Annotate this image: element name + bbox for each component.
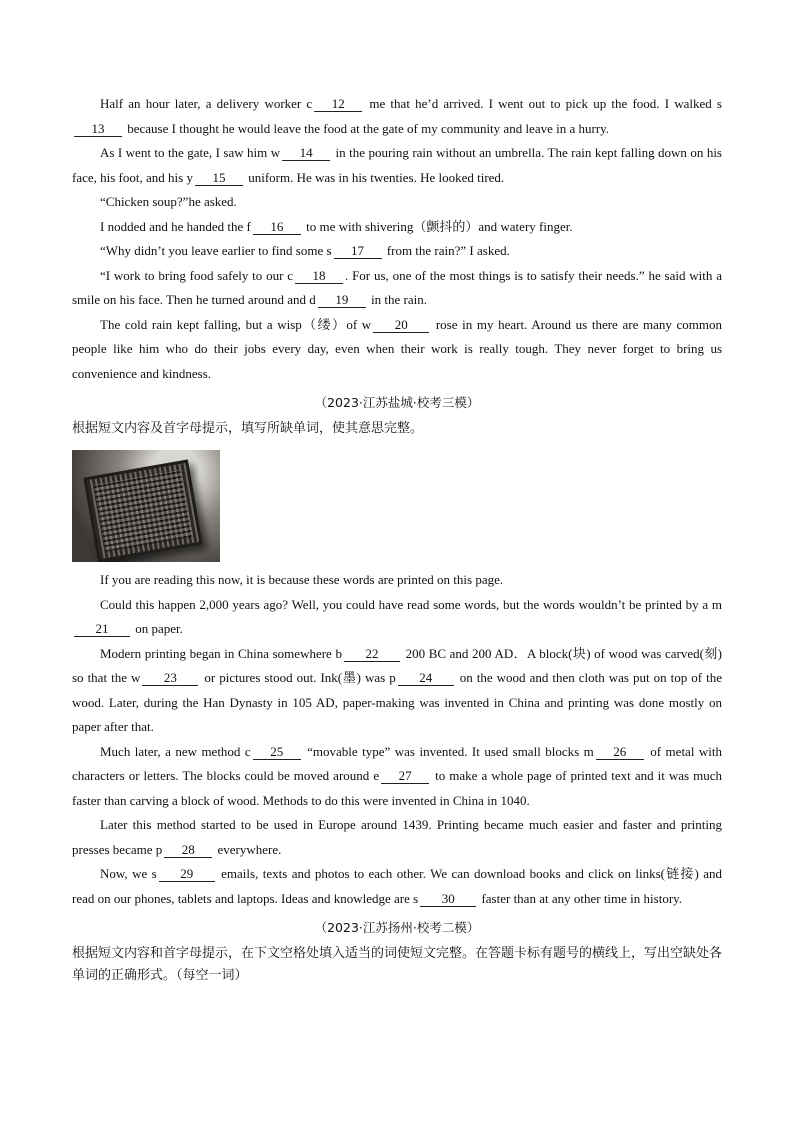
answer-blank-20[interactable]: 20 xyxy=(373,317,429,333)
paragraph: Now, we s 29 emails, texts and photos to each other. We can download books and click on links(链接) and read on our phones, tablets and laptops. Ideas and knowledge are s 30 faster than at any other time in history. xyxy=(72,866,722,906)
answer-blank-30[interactable]: 30 xyxy=(420,891,476,907)
paragraph: The cold rain kept falling, but a wisp（缕）of w 20 rose in my heart. Around us there are many common people like him who do their jobs every day, even when their work is really tough. They never forget to bring us convenience and kindness. xyxy=(72,316,722,381)
printing-block-photo xyxy=(72,450,220,562)
paragraph: “I work to bring food safely to our c 18 . For us, one of the most things is to satisfy their needs.” he said with a smile on his face. Then he turned around and d 19 in the rain. xyxy=(72,267,722,307)
paragraph: If you are reading this now, it is because these words are printed on this page. xyxy=(100,572,504,587)
answer-blank-16[interactable]: 16 xyxy=(253,219,301,235)
document-page xyxy=(72,92,722,987)
answer-blank-12[interactable]: 12 xyxy=(314,96,362,112)
answer-blank-18[interactable]: 18 xyxy=(295,268,343,284)
answer-blank-15[interactable]: 15 xyxy=(195,170,243,186)
passage-2 xyxy=(72,568,722,911)
paragraph: Half an hour later, a delivery worker c 12 me that he’d arrived. I went out to pick up the food. I walked s13 because I thought he would leave the food at the gate of my community and leave in a hurry. xyxy=(72,92,722,141)
paragraph: “Why didn’t you leave earlier to find some s 17 from the rain?” I asked. xyxy=(100,243,510,258)
answer-blank-17[interactable]: 17 xyxy=(334,243,382,259)
answer-blank-13[interactable]: 13 xyxy=(74,121,122,137)
question-instructions: 根据短文内容和首字母提示，在下文空格处填入适当的词使短文完整。在答题卡标有题号的横线上，写出空缺处各单词的正确形式。（每空一词） xyxy=(72,946,723,983)
answer-blank-19[interactable]: 19 xyxy=(318,292,366,308)
paragraph: “Chicken soup?”he asked. xyxy=(100,194,237,209)
answer-blank-25[interactable]: 25 xyxy=(253,744,301,760)
question-source: （2023·江苏扬州·校考二模） xyxy=(314,920,480,935)
paragraph: I nodded and he handed the f 16 to me with shivering（颤抖的）and watery finger. xyxy=(100,218,573,234)
answer-blank-22[interactable]: 22 xyxy=(344,646,400,662)
answer-blank-28[interactable]: 28 xyxy=(164,842,212,858)
answer-blank-21[interactable]: 21 xyxy=(74,621,130,637)
paragraph: Later this method started to be used in Europe around 1439. Printing became much easier and faster and printing presses became p 28 everywhere. xyxy=(72,817,722,857)
answer-blank-14[interactable]: 14 xyxy=(282,145,330,161)
paragraph: As I went to the gate, I saw him w 14 in the pouring rain without an umbrella. The rain kept falling down on his face, his foot, and his y 15 uniform. He was in his twenties. He looked tired. xyxy=(72,145,722,185)
paragraph: Much later, a new method c 25 “movable type” was invented. It used small blocks m 26 of metal with characters or letters. The blocks could be moved around e 27 to make a whole page of printed text and it was much faster than carving a block of wood. Methods to do this were invented in China in 1040. xyxy=(72,743,723,808)
paragraph: Modern printing began in China somewhere b 22 200 BC and 200 AD．A block(块) of wood was carved(刻) so that the w 23 or pictures stood out. Ink(墨) was p 24 on the wood and then cloth was put on top of the wood. Later, during the Han Dynasty in 105 AD, paper-making was invented in China and printing was done mostly on paper after that. xyxy=(72,645,722,734)
paragraph: Could this happen 2,000 years ago? Well, you could have read some words, but the words wouldn’t be printed by a m21 on paper. xyxy=(72,593,722,642)
passage-1 xyxy=(72,92,722,386)
question-instructions: 根据短文内容及首字母提示，填写所缺单词，使其意思完整。 xyxy=(72,421,424,436)
question-source: （2023·江苏盐城·校考三模） xyxy=(314,395,480,410)
answer-blank-23[interactable]: 23 xyxy=(142,670,198,686)
answer-blank-26[interactable]: 26 xyxy=(596,744,644,760)
answer-blank-24[interactable]: 24 xyxy=(398,670,454,686)
wood-block-image xyxy=(83,459,202,562)
answer-blank-29[interactable]: 29 xyxy=(159,866,215,882)
answer-blank-27[interactable]: 27 xyxy=(381,768,429,784)
